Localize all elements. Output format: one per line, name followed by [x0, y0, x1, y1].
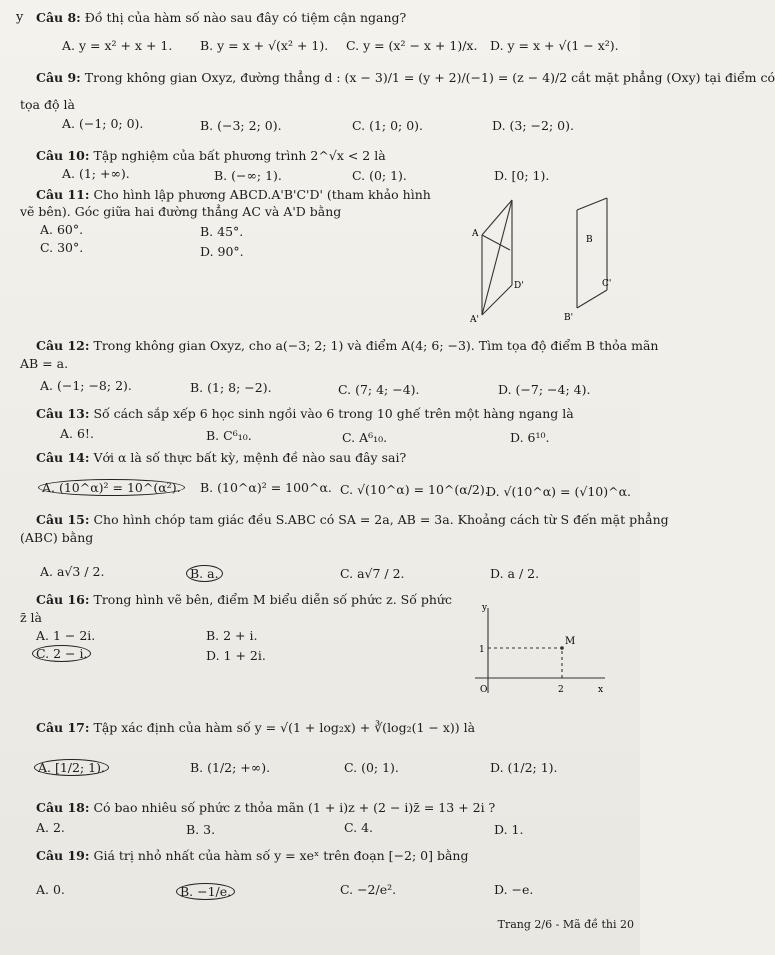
y-tick-label: 1 [479, 645, 485, 655]
page-footer: Trang 2/6 - Mã đề thi 20 [497, 918, 634, 931]
question-text: Cho hình chóp tam giác đều S.ABC có SA = 2a, AB = 3a. Khoảng cách từ S đến mặt phẳng [93, 512, 669, 527]
option-b-selected: B. −1/e. [180, 884, 235, 899]
question-text: Trong hình vẽ bên, điểm M biểu diễn số phức z. Số phức [93, 592, 452, 607]
option-b: B. 2 + i. [206, 628, 258, 643]
question-13 [36, 406, 632, 422]
cube-figure [462, 190, 632, 328]
option-c-selected: C. 2 − i. [36, 646, 91, 661]
question-number: Câu 11: [36, 187, 90, 202]
option-c: C. (7; 4; −4). [338, 382, 420, 397]
question-text: Với α là số thực bất kỳ, mệnh đề nào sau đây sai? [93, 450, 407, 465]
question-number: Câu 19: [36, 848, 90, 863]
question-11 [36, 187, 470, 203]
question-number: Câu 18: [36, 800, 90, 815]
option-d: D. (3; −2; 0). [492, 118, 574, 133]
question-text: Cho hình lập phương ABCD.A'B'C'D' (tham khảo hình [93, 187, 431, 202]
option-a: A. a√3 / 2. [40, 564, 105, 579]
option-b: B. (10^α)² = 100^α. [200, 480, 332, 495]
option-a: A. 60°. [40, 222, 84, 237]
option-b: B. 45°. [200, 224, 244, 239]
option-d: D. −e. [494, 882, 534, 897]
option-d: D. (−7; −4; 4). [498, 382, 591, 397]
option-b: B. C⁶₁₀. [206, 428, 252, 443]
question-8 [36, 10, 632, 26]
question-text: Có bao nhiêu số phức z thỏa mãn (1 + i)z + (2 − i)z̄ = 13 + 2i ? [93, 800, 496, 815]
cube-label: A' [470, 315, 479, 325]
option-a: A. 6!. [60, 426, 94, 441]
option-d: D. 90°. [200, 244, 244, 259]
question-number: Câu 14: [36, 450, 90, 465]
option-d: D. 1. [494, 822, 524, 837]
question-19 [36, 848, 632, 864]
question-number: Câu 16: [36, 592, 90, 607]
option-b: B. (−3; 2; 0). [200, 118, 282, 133]
margin-mark: y [16, 10, 24, 25]
option-a: A. 0. [36, 882, 65, 897]
option-b: B. y = x + √(x² + 1). [200, 38, 329, 53]
option-b: B. (−∞; 1). [214, 168, 282, 183]
option-c: C. √(10^α) = 10^(α/2). [340, 482, 489, 497]
option-a-selected: A. [1/2; 1). [38, 760, 109, 775]
question-number: Câu 8: [36, 10, 81, 25]
option-b: B. 3. [186, 822, 216, 837]
question-number: Câu 12: [36, 338, 90, 353]
option-c: C. (0; 1). [344, 760, 399, 775]
option-b-selected: B. a. [190, 566, 223, 581]
x-axis-label: x [598, 685, 604, 695]
question-text-continued: z̄ là [20, 610, 43, 625]
question-text-continued: vẽ bên). Góc giữa hai đường thẳng AC và A'D bằng [20, 204, 342, 219]
question-text: Trong không gian Oxyz, đường thẳng d : (x − 3)/1 = (y + 2)/(−1) = (z − 4)/2 cắt mặt phẳng (Oxy) tại điểm có [84, 70, 775, 85]
question-15 [36, 512, 669, 528]
question-10 [36, 148, 632, 164]
question-number: Câu 10: [36, 148, 90, 163]
question-text: Tập xác định của hàm số y = √(1 + log₂x) + ∛(log₂(1 − x)) là [93, 720, 476, 735]
question-number: Câu 13: [36, 406, 90, 421]
option-d: D. [0; 1). [494, 168, 550, 183]
cube-label: D' [514, 281, 524, 291]
question-number: Câu 15: [36, 512, 90, 527]
option-c: C. a√7 / 2. [340, 566, 405, 581]
option-b: B. (1/2; +∞). [190, 760, 271, 775]
question-18 [36, 800, 632, 816]
cube-label: B [586, 235, 593, 245]
question-text: Giá trị nhỏ nhất của hàm số y = xeˣ trên đoạn [−2; 0] bằng [93, 848, 469, 863]
question-text: Số cách sắp xếp 6 học sinh ngồi vào 6 trong 10 ghế trên một hàng ngang là [93, 406, 574, 421]
question-text: Tập nghiệm của bất phương trình 2^√x < 2 là [93, 148, 386, 163]
question-text-continued: tọa độ là [20, 97, 75, 112]
question-12 [36, 338, 659, 354]
cube-label: A [472, 229, 479, 239]
option-a: A. 2. [36, 820, 65, 835]
option-c: C. −2/e². [340, 882, 397, 897]
option-c: C. (0; 1). [352, 168, 407, 183]
option-a: A. (−1; −8; 2). [40, 378, 132, 393]
option-d: D. (1/2; 1). [490, 760, 558, 775]
question-9 [36, 70, 775, 86]
question-text-continued: (ABC) bằng [20, 530, 94, 545]
question-text: Trong không gian Oxyz, cho a(−3; 2; 1) và điểm A(4; 6; −3). Tìm tọa độ điểm B thỏa mãn [93, 338, 659, 353]
option-c: C. 4. [344, 820, 373, 835]
question-17 [36, 720, 632, 736]
cube-label: C' [602, 279, 612, 289]
point-m [560, 646, 564, 650]
option-d: D. a / 2. [490, 566, 540, 581]
option-c: C. 30°. [40, 240, 84, 255]
question-14 [36, 450, 632, 466]
point-m-label: M [565, 636, 576, 647]
question-text-continued: AB = a. [20, 356, 69, 371]
option-d: D. 6¹⁰. [510, 430, 550, 445]
complex-plane-figure [470, 598, 610, 698]
option-c: C. A⁶₁₀. [342, 430, 388, 445]
question-number: Câu 17: [36, 720, 90, 735]
y-axis-label: y [482, 603, 488, 613]
option-a: A. 1 − 2i. [36, 628, 96, 643]
origin-label: O [480, 685, 488, 695]
question-number: Câu 9: [36, 70, 81, 85]
question-16 [36, 592, 470, 608]
option-b: B. (1; 8; −2). [190, 380, 272, 395]
x-tick-label: 2 [558, 685, 564, 695]
option-d: D. y = x + √(1 − x²). [490, 38, 619, 53]
option-a-selected: A. (10^α)² = 10^(α²). [42, 480, 185, 495]
question-text: Đồ thị của hàm số nào sau đây có tiệm cận ngang? [84, 10, 407, 25]
option-a: A. (−1; 0; 0). [62, 116, 144, 131]
option-c: C. y = (x² − x + 1)/x. [346, 38, 478, 53]
option-d: D. √(10^α) = (√10)^α. [486, 484, 631, 499]
option-c: C. (1; 0; 0). [352, 118, 424, 133]
cube-label: B' [564, 313, 574, 323]
option-a: A. (1; +∞). [62, 166, 130, 181]
option-d: D. 1 + 2i. [206, 648, 266, 663]
option-a: A. y = x² + x + 1. [62, 38, 173, 53]
